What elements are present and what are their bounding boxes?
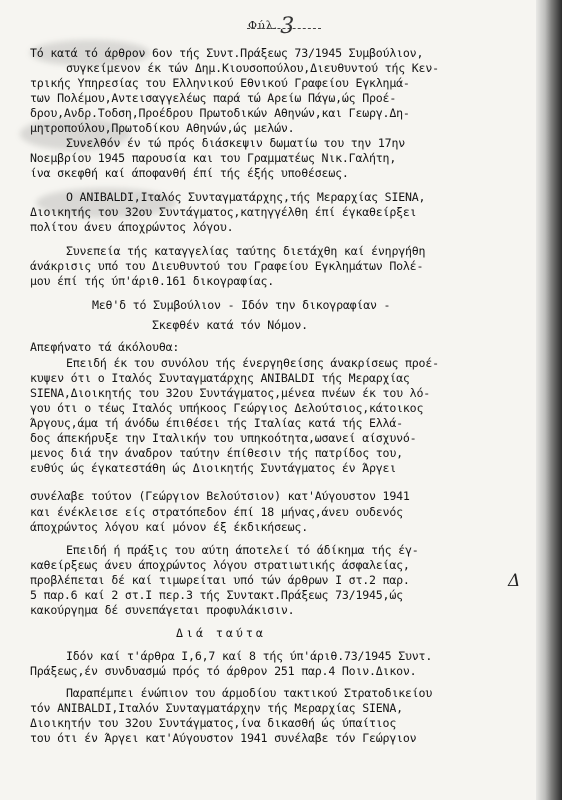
text-line: κακούργημα δέ συνεπάγεται προφυλάκισιν.	[30, 603, 295, 617]
text-line: Άργους,άμα τή άνόδω έπιθέσει τής Ιταλίας κατά τής Ελλά-	[30, 416, 403, 430]
text-line: τόν ANIBALDI,Ιταλόν Συνταγματάρχην τής Μεραρχίας SIENA,	[30, 701, 403, 715]
text-line: Νοεμβρίου 1945 παρουσία και του Γραμματέως Νικ.Γαλήτη,	[30, 151, 397, 165]
header-underline	[247, 28, 321, 29]
text-line: πολίτου άνευ άποχρώντος λόγου.	[30, 220, 234, 234]
text-line: συνέλαβε τούτον (Γεώργιον Βελούτσιον) κατ'Αύγουστον 1941	[30, 489, 410, 503]
text-line: Επειδή έκ του συνόλου τής ένεργηθείσης άνακρίσεως προέ-	[66, 356, 439, 370]
text-line: Συνελθόν έν τώ πρός διάσκεψιν δωματίω του την 17ην	[66, 136, 406, 150]
text-line: μητροπούλου,Πρωτοδίκου Αθηνών,ώς μελών.	[30, 121, 295, 135]
text-line: μου έπί τής ύπ'άριθ.161 δικογραφίας.	[30, 274, 275, 288]
text-line: και ένέκλεισε είς στρατόπεδον έπί 18 μήνας,άνευ ουδενός	[30, 505, 403, 519]
text-line: Πράξεως,έν συνδυασμώ πρός τό άρθρον 251 παρ.4 Ποιν.Δικον.	[30, 664, 417, 678]
text-line: SIENA,Διοικητής του 32ου Συντάγματος,μένεα πνέων έκ του λό-	[30, 386, 431, 400]
text-line: Ιδόν καί τ'άρθρα I,6,7 καί 8 τής ύπ'άριθ.73/1945 Συντ.	[66, 649, 433, 663]
text-line: του ότι έν Άργει κατ'Αύγουστον 1941 συνέλαβε τόν Γεώργιον	[30, 731, 417, 745]
page-number-label	[248, 10, 296, 39]
text-line: τρικής Υπηρεσίας του Ελληνικού Εθνικού Γραφείου Εγκλημά-	[30, 76, 410, 90]
text-line: των Πολέμου,Αντεισαγγελέως παρά τώ Αρείω Πάγω,ώς Προέ-	[30, 91, 397, 105]
text-line: Μεθ'δ τό Συμβούλιον - Ιδόν την δικογραφίαν -	[92, 298, 391, 312]
section-heading: Διά ταύτα	[176, 626, 266, 640]
text-line: Παραπέμπει ένώπιον του άρμοδίου τακτικού Στρατοδικείου	[66, 686, 433, 700]
text-line: 5 παρ.6 καί 2 στ.I περ.3 τής Συντακτ.Πράξεως 73/1945,ώς	[30, 588, 403, 602]
handwritten-margin-note: Δ	[508, 571, 521, 591]
text-line: δρου,Ανδρ.Τοδση,Προέδρου Πρωτοδικών Αθηνών,και Γεωργ.Δη-	[30, 106, 410, 120]
text-line: ευθύς ώς έγκατεστάθη ώς Διοικητής Συντάγματος έν Άργει	[30, 461, 397, 475]
text-line: προβλέπεται δέ καί τιμωρείται υπό τών άρθρων I στ.2 παρ.	[30, 573, 410, 587]
text-line: κυψεν ότι ο Ιταλός Συνταγματάρχης ANIBALDI τής Μεραρχίας	[30, 371, 410, 385]
text-line: Επειδή ή πράξις του αύτη άποτελεί τό άδίκημα τής έγ-	[66, 543, 419, 557]
scan-edge-shadow	[536, 0, 562, 800]
text-line: Σκεφθέν κατά τόν Νόμον.	[152, 318, 308, 332]
text-line: γου ότι ο τέως Ιταλός υπήκοος Γεώργιος Δελούτσιος,κάτοικος	[30, 401, 424, 415]
text-line: Διοικητήν του 32ου Συντάγματος,ίνα δικασθή ώς ύπαίτιος	[30, 716, 397, 730]
text-line: Τό κατά τό άρθρον 6ον τής Συντ.Πράξεως 73/1945 Συμβούλιον,	[30, 46, 424, 60]
text-line: άποχρώντος λόγου καί μόνον έξ έκδικήσεως.	[30, 520, 308, 534]
text-line: ίνα σκεφθή καί άποφανθή έπί τής έξής υποθέσεως.	[30, 166, 349, 180]
text-line: δος άπεκήρυξε την Ιταλικήν του υπηκοότητα,ωσανεί αίσχυνό-	[30, 431, 417, 445]
text-line: άνάκρισις υπό του Διευθυντού του Γραφείου Εγκλημάτων Πολέ-	[30, 259, 424, 273]
text-line: Διοικητής του 32ου Συντάγματος,κατηγγέλθη έπί έγκαθείρξει	[30, 205, 417, 219]
text-line: μενος διά την άναδρον ταύτην έπίθεσιν τής πατρίδος του,	[30, 446, 403, 460]
text-line: Απεφήνατο τά άκόλουθα:	[30, 340, 180, 354]
page-number: 3	[280, 14, 296, 39]
text-line: Ο ANIBALDI,Ιταλός Συνταγματάρχης,τής Μεραρχίας SIENA,	[66, 190, 426, 204]
text-line: καθείρξεως άνευ άποχρώντος λόγου στρατιωτικής άσφαλείας,	[30, 558, 410, 572]
text-line: συγκείμενον έκ τών Δημ.Κιουσοπούλου,Διευθυντού τής Κεν-	[66, 61, 439, 75]
page-label-text: Φύλ.	[248, 19, 279, 32]
text-line: Συνεπεία τής καταγγελίας ταύτης διετάχθη καί ένηργήθη	[66, 244, 426, 258]
